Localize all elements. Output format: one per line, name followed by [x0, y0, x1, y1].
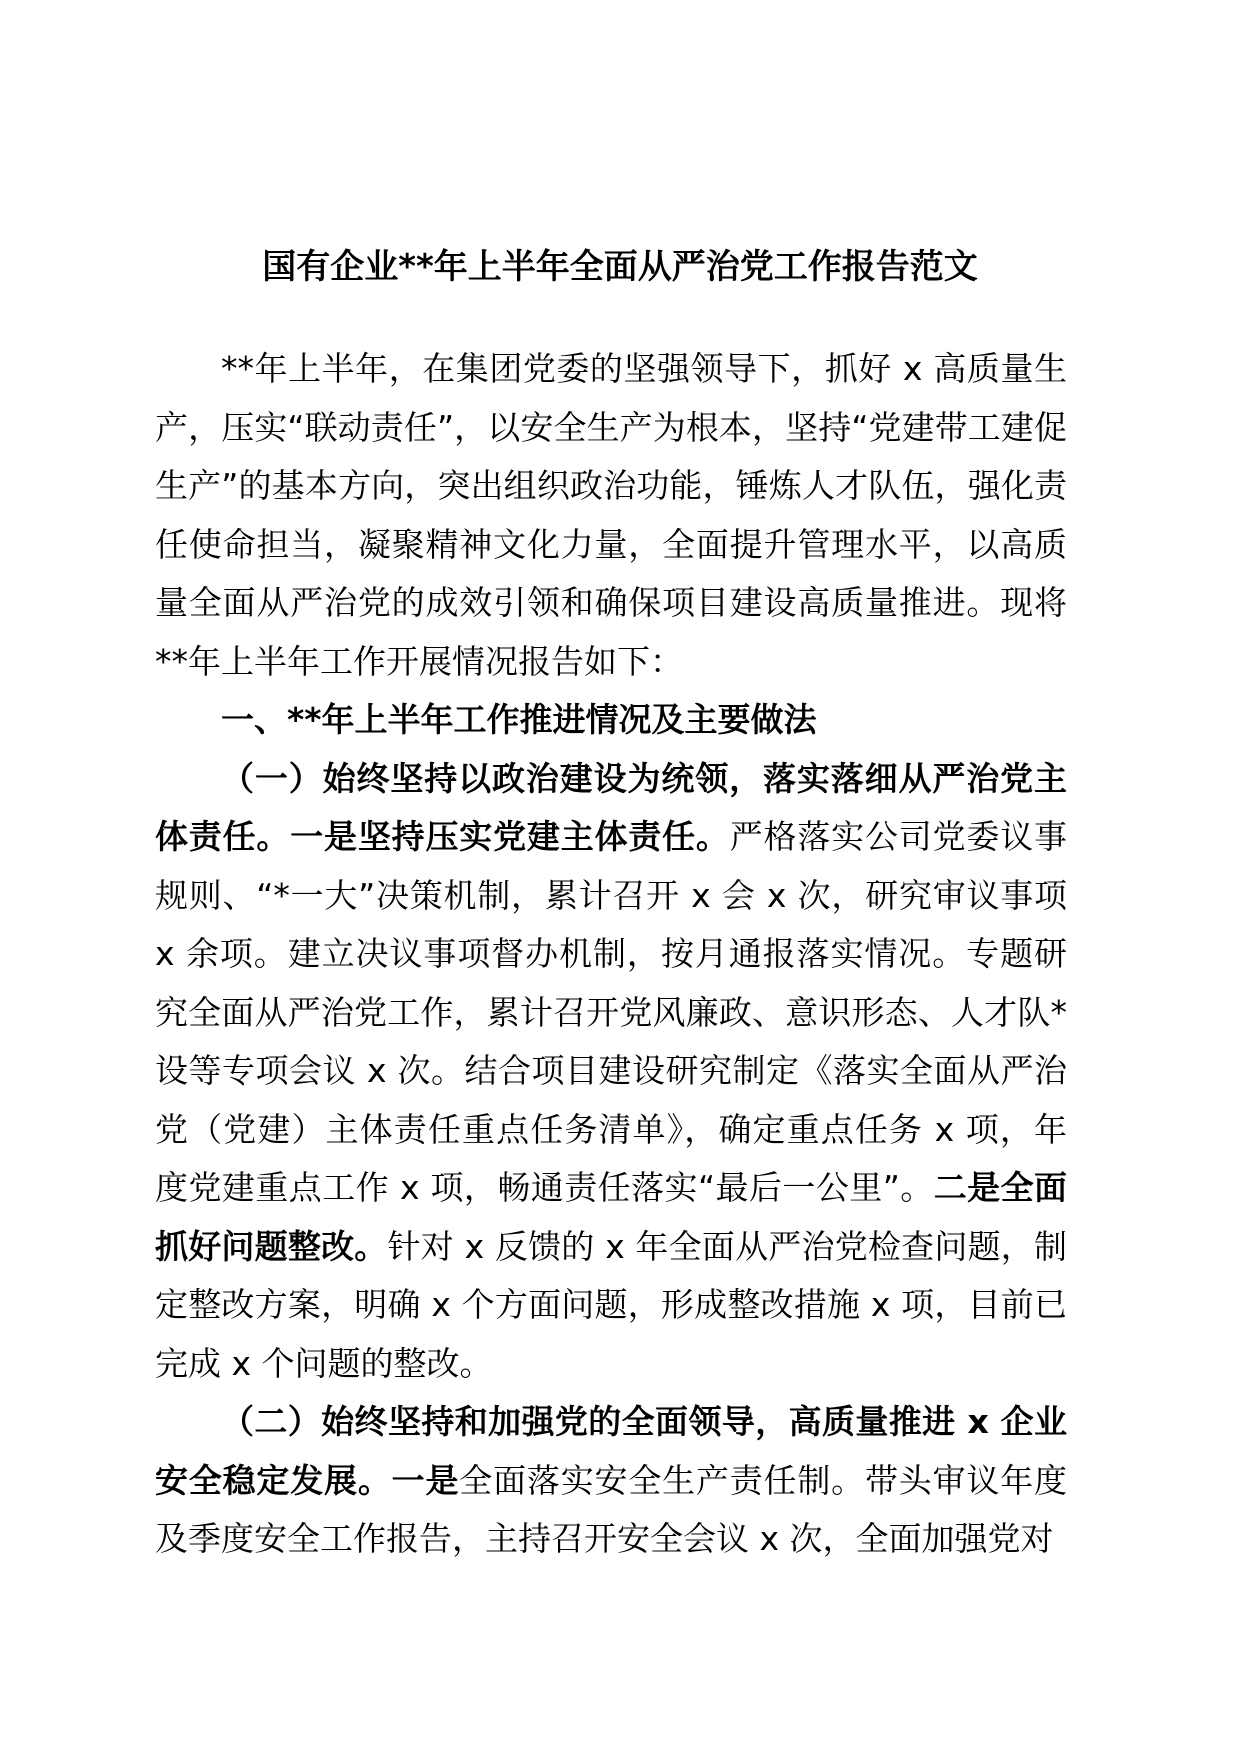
document-body	[155, 340, 1067, 1569]
subsection-2-point-1-label: 一是	[391, 1460, 460, 1500]
document-title: 国有企业**年上半年全面从严治党工作报告范文	[262, 247, 978, 287]
intro-paragraph: **年上半年，在集团党委的坚强领导下，抓好 x 高质量生产，压实“联动责任”，以安全生产为根本，坚持“党建带工建促生产”的基本方向，突出组织政治功能，锤炼人才队伍，强化责任使命担当，凝聚精神文化力量，全面提升管理水平，以高质量全面从严治党的成效引领和确保项目建设高质量推进。现将**年上半年工作开展情况报告如下：	[155, 349, 1067, 681]
subsection-1-point-2-label: 二是全面抓好问题整改。	[155, 1168, 1068, 1266]
subsection-2-paragraph	[155, 1393, 1067, 1569]
subsection-1-lead: （一）始终坚持以政治建设为统领，落实落细从严治党主体责任。	[155, 758, 1067, 856]
section-heading: 一、**年上半年工作推进情况及主要做法	[221, 700, 817, 739]
subsection-1-paragraph	[155, 750, 1067, 1394]
subsection-1-point-1-text: 严格落实公司党委议事规则、“*一大”决策机制，累计召开 x 会 x 次，研究审议事项 x 余项。建立决议事项督办机制，按月通报落实情况。专题研究全面从严治党工作，累计召开党风廉政、意识形态、人才队*设等专项会议 x 次。结合项目建设研究制定《落实全面从严治党（党建）主体责任重点任务清单》，确定重点任务 x 项，年度党建重点工作 x 项，畅通责任落实“最后一公里”。	[155, 817, 1068, 1207]
subsection-1-point-2-text: 针对 x 反馈的 x 年全面从严治党检查问题，制定整改方案，明确 x 个方面问题，形成整改措施 x 项，目前已完成 x 个问题的整改。	[155, 1226, 1067, 1383]
subsection-2-lead: （二）始终坚持和加强党的全面领导，高质量推进 x 企业安全稳定发展。	[155, 1402, 1067, 1500]
subsection-2-point-1-text: 全面落实安全生产责任制。带头审议年度及季度安全工作报告，主持召开安全会议 x 次，全面加强党对	[155, 1460, 1068, 1558]
subsection-1-point-1-label: 一是坚持压实党建主体责任。	[290, 817, 730, 856]
